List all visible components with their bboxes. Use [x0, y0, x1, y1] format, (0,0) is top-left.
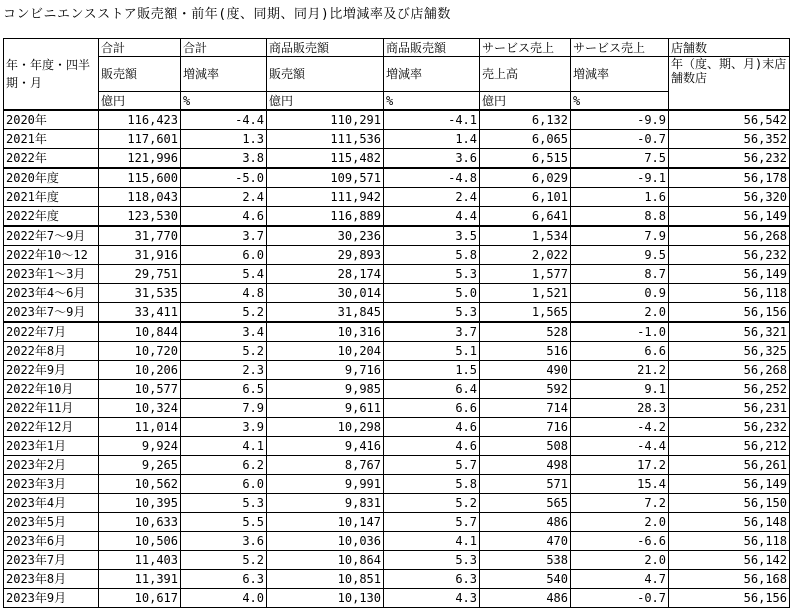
value-cell[interactable]: 56,321 — [669, 322, 790, 342]
table-row — [4, 532, 790, 551]
value-cell[interactable]: 10,617 — [99, 589, 181, 608]
value-cell[interactable]: 5.2 — [181, 303, 267, 323]
value-cell[interactable]: 56,142 — [669, 551, 790, 570]
value-cell[interactable]: 6.2 — [181, 456, 267, 475]
value-cell[interactable]: 33,411 — [99, 303, 181, 323]
value-cell[interactable]: 8.7 — [571, 265, 669, 284]
value-cell[interactable]: 56,268 — [669, 226, 790, 246]
row-label[interactable]: 2023年1～3月 — [4, 265, 99, 284]
value-cell[interactable]: 10,316 — [267, 322, 384, 342]
value-cell[interactable]: 592 — [480, 380, 571, 399]
value-cell[interactable]: 5.7 — [384, 513, 480, 532]
value-cell[interactable]: 4.8 — [181, 284, 267, 303]
value-cell[interactable]: 56,320 — [669, 188, 790, 207]
value-cell[interactable]: 11,391 — [99, 570, 181, 589]
value-cell[interactable]: 31,916 — [99, 246, 181, 265]
value-cell[interactable]: 7.9 — [571, 226, 669, 246]
value-cell[interactable]: 10,720 — [99, 342, 181, 361]
unit-cell[interactable]: 億円 — [480, 92, 571, 111]
value-cell[interactable]: 56,168 — [669, 570, 790, 589]
row-label[interactable]: 2020年度 — [4, 168, 99, 188]
unit-cell[interactable]: 億円 — [267, 92, 384, 111]
value-cell[interactable]: 5.3 — [384, 265, 480, 284]
value-cell[interactable]: 5.5 — [181, 513, 267, 532]
value-cell[interactable]: 2,022 — [480, 246, 571, 265]
value-cell[interactable]: 28,174 — [267, 265, 384, 284]
sheet-title: コンビニエンスストア販売額・前年(度、同期、同月)比増減率及び店舗数 — [3, 7, 451, 22]
value-cell[interactable]: 56,232 — [669, 149, 790, 169]
value-cell[interactable]: 10,036 — [267, 532, 384, 551]
value-cell[interactable]: 116,889 — [267, 207, 384, 227]
value-cell[interactable]: 1.3 — [181, 130, 267, 149]
value-cell[interactable]: 4.0 — [181, 589, 267, 608]
value-cell[interactable]: 110,291 — [267, 110, 384, 130]
value-cell[interactable]: 5.8 — [384, 475, 480, 494]
value-cell[interactable]: 5.1 — [384, 342, 480, 361]
table-row — [4, 570, 790, 589]
row-label[interactable]: 2021年 — [4, 130, 99, 149]
value-cell[interactable]: 486 — [480, 513, 571, 532]
value-cell[interactable]: 9,924 — [99, 437, 181, 456]
value-cell[interactable]: 9,991 — [267, 475, 384, 494]
table-row — [4, 188, 790, 207]
value-cell[interactable]: 56,148 — [669, 513, 790, 532]
row-label[interactable]: 2022年10月 — [4, 380, 99, 399]
value-cell[interactable]: 6.0 — [181, 475, 267, 494]
value-cell[interactable]: 5.8 — [384, 246, 480, 265]
row-label[interactable]: 2022年9月 — [4, 361, 99, 380]
header-cell[interactable]: 商品販売額 — [267, 39, 384, 57]
value-cell[interactable]: 470 — [480, 532, 571, 551]
value-cell[interactable]: 1.6 — [571, 188, 669, 207]
value-cell[interactable]: 3.9 — [181, 418, 267, 437]
value-cell[interactable]: 56,149 — [669, 265, 790, 284]
value-cell[interactable]: 9,416 — [267, 437, 384, 456]
value-cell[interactable]: 3.6 — [384, 149, 480, 169]
table-row — [4, 361, 790, 380]
period-header[interactable]: 年・年度・四半期・月 — [4, 39, 99, 111]
table-row — [4, 207, 790, 227]
table-row — [4, 149, 790, 169]
row-label[interactable]: 2022年度 — [4, 207, 99, 227]
value-cell[interactable]: 1.4 — [384, 130, 480, 149]
row-label[interactable]: 2023年4～6月 — [4, 284, 99, 303]
header-cell[interactable]: 増減率 — [384, 57, 480, 92]
value-cell[interactable]: 3.6 — [181, 532, 267, 551]
value-cell[interactable]: 10,206 — [99, 361, 181, 380]
value-cell[interactable]: 10,844 — [99, 322, 181, 342]
row-label[interactable]: 2023年4月 — [4, 494, 99, 513]
table-row — [4, 589, 790, 608]
row-label[interactable]: 2022年11月 — [4, 399, 99, 418]
value-cell[interactable]: 56,232 — [669, 418, 790, 437]
value-cell[interactable]: 9,716 — [267, 361, 384, 380]
value-cell[interactable]: 5.3 — [181, 494, 267, 513]
header-cell[interactable]: 合計 — [181, 39, 267, 57]
row-label[interactable]: 2022年 — [4, 149, 99, 169]
value-cell[interactable]: 10,577 — [99, 380, 181, 399]
value-cell[interactable]: 540 — [480, 570, 571, 589]
table-row — [4, 322, 790, 342]
value-cell[interactable]: 3.4 — [181, 322, 267, 342]
table-row — [4, 399, 790, 418]
value-cell[interactable]: 56,232 — [669, 246, 790, 265]
value-cell[interactable]: 1,565 — [480, 303, 571, 323]
value-cell[interactable]: 5.2 — [181, 342, 267, 361]
value-cell[interactable]: 56,325 — [669, 342, 790, 361]
value-cell[interactable]: 5.7 — [384, 456, 480, 475]
value-cell[interactable]: 28.3 — [571, 399, 669, 418]
value-cell[interactable]: 9,985 — [267, 380, 384, 399]
header-cell[interactable]: 増減率 — [571, 57, 669, 92]
value-cell[interactable]: 5.3 — [384, 303, 480, 323]
value-cell[interactable]: 4.1 — [384, 532, 480, 551]
value-cell[interactable]: 115,482 — [267, 149, 384, 169]
value-cell[interactable]: 6.3 — [181, 570, 267, 589]
row-label[interactable]: 2022年12月 — [4, 418, 99, 437]
value-cell[interactable]: 15.4 — [571, 475, 669, 494]
table-row — [4, 265, 790, 284]
value-cell[interactable]: 716 — [480, 418, 571, 437]
value-cell[interactable]: -1.0 — [571, 322, 669, 342]
table-row — [4, 246, 790, 265]
value-cell[interactable]: 116,423 — [99, 110, 181, 130]
row-label[interactable]: 2023年1月 — [4, 437, 99, 456]
value-cell[interactable]: -4.2 — [571, 418, 669, 437]
value-cell[interactable]: 17.2 — [571, 456, 669, 475]
value-cell[interactable]: 498 — [480, 456, 571, 475]
value-cell[interactable]: 29,893 — [267, 246, 384, 265]
value-cell[interactable]: 1,577 — [480, 265, 571, 284]
value-cell[interactable]: 56,156 — [669, 303, 790, 323]
table-row — [4, 110, 790, 130]
value-cell[interactable]: 56,252 — [669, 380, 790, 399]
value-cell[interactable]: 56,149 — [669, 475, 790, 494]
value-cell[interactable]: 5.2 — [384, 494, 480, 513]
header-cell[interactable]: 合計 — [99, 39, 181, 57]
value-cell[interactable]: 56,156 — [669, 589, 790, 608]
value-cell[interactable]: 5.2 — [181, 551, 267, 570]
value-cell[interactable]: 111,942 — [267, 188, 384, 207]
value-cell[interactable]: 508 — [480, 437, 571, 456]
value-cell[interactable]: 490 — [480, 361, 571, 380]
value-cell[interactable]: 30,014 — [267, 284, 384, 303]
value-cell[interactable]: 31,845 — [267, 303, 384, 323]
row-label[interactable]: 2021年度 — [4, 188, 99, 207]
value-cell[interactable]: 8.8 — [571, 207, 669, 227]
header-cell[interactable]: 増減率 — [181, 57, 267, 92]
value-cell[interactable]: -4.1 — [384, 110, 480, 130]
row-label[interactable]: 2023年3月 — [4, 475, 99, 494]
row-label[interactable]: 2020年 — [4, 110, 99, 130]
table-row — [4, 475, 790, 494]
value-cell[interactable]: 3.8 — [181, 149, 267, 169]
value-cell[interactable]: -9.1 — [571, 168, 669, 188]
value-cell[interactable]: 3.7 — [181, 226, 267, 246]
value-cell[interactable]: 10,204 — [267, 342, 384, 361]
row-label[interactable]: 2022年10～12 — [4, 246, 99, 265]
value-cell[interactable]: 109,571 — [267, 168, 384, 188]
data-table — [3, 38, 790, 608]
table-row — [4, 303, 790, 323]
value-cell[interactable]: 111,536 — [267, 130, 384, 149]
value-cell[interactable]: 6,641 — [480, 207, 571, 227]
value-cell[interactable]: 2.0 — [571, 303, 669, 323]
value-cell[interactable]: 3.5 — [384, 226, 480, 246]
value-cell[interactable]: 6,132 — [480, 110, 571, 130]
value-cell[interactable]: 56,150 — [669, 494, 790, 513]
value-cell[interactable]: -6.6 — [571, 532, 669, 551]
table-row — [4, 380, 790, 399]
value-cell[interactable]: 4.6 — [384, 437, 480, 456]
table-row — [4, 456, 790, 475]
value-cell[interactable]: 7.5 — [571, 149, 669, 169]
value-cell[interactable]: 11,403 — [99, 551, 181, 570]
value-cell[interactable]: -4.8 — [384, 168, 480, 188]
value-cell[interactable]: 4.6 — [181, 207, 267, 227]
unit-cell[interactable]: % — [384, 92, 480, 111]
value-cell[interactable]: -5.0 — [181, 168, 267, 188]
value-cell[interactable]: 10,633 — [99, 513, 181, 532]
value-cell[interactable]: 56,352 — [669, 130, 790, 149]
header-row-1 — [4, 39, 790, 57]
value-cell[interactable]: -4.4 — [571, 437, 669, 456]
value-cell[interactable]: 1,521 — [480, 284, 571, 303]
value-cell[interactable]: 565 — [480, 494, 571, 513]
value-cell[interactable]: 11,014 — [99, 418, 181, 437]
value-cell[interactable]: 10,506 — [99, 532, 181, 551]
table-row — [4, 342, 790, 361]
value-cell[interactable]: 4.3 — [384, 589, 480, 608]
table-row — [4, 551, 790, 570]
value-cell[interactable]: 10,130 — [267, 589, 384, 608]
value-cell[interactable]: 9.5 — [571, 246, 669, 265]
value-cell[interactable]: 6.6 — [571, 342, 669, 361]
unit-cell[interactable]: % — [181, 92, 267, 111]
value-cell[interactable]: 6,029 — [480, 168, 571, 188]
value-cell[interactable]: 2.0 — [571, 551, 669, 570]
value-cell[interactable]: 6,065 — [480, 130, 571, 149]
value-cell[interactable]: 571 — [480, 475, 571, 494]
value-cell[interactable]: 528 — [480, 322, 571, 342]
table-row — [4, 226, 790, 246]
value-cell[interactable]: 56,212 — [669, 437, 790, 456]
value-cell[interactable]: 123,530 — [99, 207, 181, 227]
value-cell[interactable]: -0.7 — [571, 589, 669, 608]
header-cell[interactable]: サービス売上 — [480, 39, 571, 57]
value-cell[interactable]: 6,515 — [480, 149, 571, 169]
value-cell[interactable]: 5.4 — [181, 265, 267, 284]
value-cell[interactable]: 10,324 — [99, 399, 181, 418]
value-cell[interactable]: 56,542 — [669, 110, 790, 130]
value-cell[interactable]: 21.2 — [571, 361, 669, 380]
value-cell[interactable]: 5.3 — [384, 551, 480, 570]
value-cell[interactable]: -0.7 — [571, 130, 669, 149]
table-row — [4, 168, 790, 188]
value-cell[interactable]: 2.0 — [571, 513, 669, 532]
value-cell[interactable]: 56,118 — [669, 532, 790, 551]
value-cell[interactable]: 118,043 — [99, 188, 181, 207]
value-cell[interactable]: 6.6 — [384, 399, 480, 418]
header-cell[interactable]: サービス売上 — [571, 39, 669, 57]
value-cell[interactable]: 2.4 — [181, 188, 267, 207]
value-cell[interactable]: 2.4 — [384, 188, 480, 207]
value-cell[interactable]: 10,147 — [267, 513, 384, 532]
value-cell[interactable]: 1.5 — [384, 361, 480, 380]
value-cell[interactable]: 8,767 — [267, 456, 384, 475]
value-cell[interactable]: 10,395 — [99, 494, 181, 513]
row-label[interactable]: 2022年7月 — [4, 322, 99, 342]
row-label[interactable]: 2022年7～9月 — [4, 226, 99, 246]
value-cell[interactable]: 7.9 — [181, 399, 267, 418]
value-cell[interactable]: -4.4 — [181, 110, 267, 130]
value-cell[interactable]: -9.9 — [571, 110, 669, 130]
value-cell[interactable]: 9,611 — [267, 399, 384, 418]
value-cell[interactable]: 714 — [480, 399, 571, 418]
value-cell[interactable]: 10,851 — [267, 570, 384, 589]
row-label[interactable]: 2023年6月 — [4, 532, 99, 551]
value-cell[interactable]: 56,178 — [669, 168, 790, 188]
header-cell[interactable]: 店舗数 — [669, 39, 790, 57]
unit-cell[interactable]: % — [571, 92, 669, 111]
value-cell[interactable]: 4.4 — [384, 207, 480, 227]
value-cell[interactable]: 56,231 — [669, 399, 790, 418]
table-row — [4, 130, 790, 149]
row-label[interactable]: 2023年2月 — [4, 456, 99, 475]
row-label[interactable]: 2023年7月 — [4, 551, 99, 570]
table-row — [4, 284, 790, 303]
value-cell[interactable]: 4.6 — [384, 418, 480, 437]
value-cell[interactable]: 10,298 — [267, 418, 384, 437]
value-cell[interactable]: 117,601 — [99, 130, 181, 149]
value-cell[interactable]: 1,534 — [480, 226, 571, 246]
table-row — [4, 418, 790, 437]
value-cell[interactable]: 30,236 — [267, 226, 384, 246]
value-cell[interactable]: 538 — [480, 551, 571, 570]
value-cell[interactable]: 56,261 — [669, 456, 790, 475]
unit-cell[interactable]: 億円 — [99, 92, 181, 111]
header-row-2 — [4, 57, 790, 92]
value-cell[interactable]: 7.2 — [571, 494, 669, 513]
value-cell[interactable]: 5.0 — [384, 284, 480, 303]
value-cell[interactable]: 56,118 — [669, 284, 790, 303]
value-cell[interactable]: 516 — [480, 342, 571, 361]
value-cell[interactable]: 31,770 — [99, 226, 181, 246]
value-cell[interactable]: 10,864 — [267, 551, 384, 570]
table-row — [4, 437, 790, 456]
value-cell[interactable]: 6.0 — [181, 246, 267, 265]
value-cell[interactable]: 121,996 — [99, 149, 181, 169]
row-label[interactable]: 2023年9月 — [4, 589, 99, 608]
value-cell[interactable]: 3.7 — [384, 322, 480, 342]
value-cell[interactable]: 6.4 — [384, 380, 480, 399]
value-cell[interactable]: 2.3 — [181, 361, 267, 380]
value-cell[interactable]: 31,535 — [99, 284, 181, 303]
value-cell[interactable]: 56,268 — [669, 361, 790, 380]
row-label[interactable]: 2023年5月 — [4, 513, 99, 532]
header-cell[interactable]: 販売額 — [267, 57, 384, 92]
value-cell[interactable]: 4.1 — [181, 437, 267, 456]
header-cell[interactable]: 売上高 — [480, 57, 571, 92]
row-label[interactable]: 2022年8月 — [4, 342, 99, 361]
value-cell[interactable]: 6.5 — [181, 380, 267, 399]
row-label[interactable]: 2023年7～9月 — [4, 303, 99, 323]
value-cell[interactable]: 115,600 — [99, 168, 181, 188]
value-cell[interactable]: 29,751 — [99, 265, 181, 284]
header-cell[interactable]: 商品販売額 — [384, 39, 480, 57]
header-cell[interactable]: 年（度、期、月)末店舗数店 — [669, 57, 790, 111]
value-cell[interactable]: 4.7 — [571, 570, 669, 589]
value-cell[interactable]: 10,562 — [99, 475, 181, 494]
table-row — [4, 513, 790, 532]
value-cell[interactable]: 9,831 — [267, 494, 384, 513]
value-cell[interactable]: 9,265 — [99, 456, 181, 475]
value-cell[interactable]: 0.9 — [571, 284, 669, 303]
table-row — [4, 494, 790, 513]
header-cell[interactable]: 販売額 — [99, 57, 181, 92]
value-cell[interactable]: 6,101 — [480, 188, 571, 207]
value-cell[interactable]: 9.1 — [571, 380, 669, 399]
value-cell[interactable]: 486 — [480, 589, 571, 608]
value-cell[interactable]: 6.3 — [384, 570, 480, 589]
value-cell[interactable]: 56,149 — [669, 207, 790, 227]
row-label[interactable]: 2023年8月 — [4, 570, 99, 589]
